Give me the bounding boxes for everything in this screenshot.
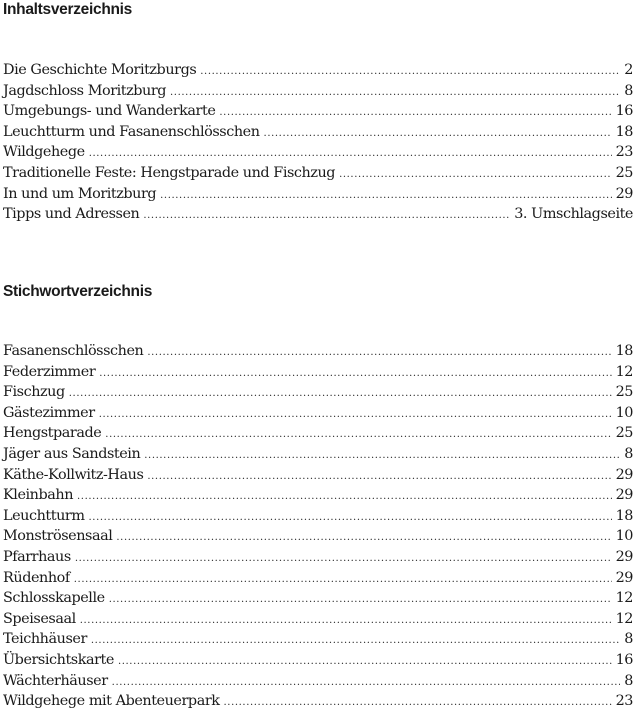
dot-leader bbox=[147, 471, 611, 482]
entry-label: Leuchtturm und Fasanenschlösschen bbox=[3, 123, 260, 140]
entry-page-number: 16 bbox=[615, 103, 633, 120]
index-title: Stichwortverzeichnis bbox=[3, 283, 153, 300]
list-item bbox=[3, 673, 633, 694]
dot-leader bbox=[219, 107, 611, 118]
entry-page-number: 3. Umschlagseite bbox=[514, 206, 633, 223]
dot-leader bbox=[80, 615, 612, 626]
dot-leader bbox=[143, 210, 510, 221]
list-item bbox=[3, 467, 633, 488]
entry-label: Federzimmer bbox=[3, 363, 96, 380]
list-item bbox=[3, 693, 633, 714]
entry-label: Speisesaal bbox=[3, 610, 76, 627]
list-item bbox=[3, 631, 633, 652]
dot-leader bbox=[170, 87, 620, 98]
dot-leader bbox=[74, 574, 612, 585]
dot-leader bbox=[77, 491, 612, 502]
dot-leader bbox=[99, 368, 611, 379]
entry-page-number: 16 bbox=[615, 651, 633, 668]
entry-page-number: 10 bbox=[615, 404, 633, 421]
dot-leader bbox=[144, 450, 620, 461]
dot-leader bbox=[200, 66, 620, 77]
dot-leader bbox=[69, 388, 612, 399]
entry-page-number: 29 bbox=[615, 569, 633, 586]
list-item bbox=[3, 144, 633, 165]
entry-page-number: 2 bbox=[624, 62, 633, 78]
entry-label: Teichhäuser bbox=[3, 631, 87, 648]
entry-label: Jäger aus Sandstein bbox=[3, 445, 141, 462]
entry-page-number: 29 bbox=[615, 466, 633, 483]
list-item bbox=[3, 528, 633, 549]
list-item bbox=[3, 590, 633, 611]
entry-label: Rüdenhof bbox=[3, 569, 70, 586]
entry-label: Hengstparade bbox=[3, 425, 102, 442]
entry-page-number: 25 bbox=[615, 425, 633, 442]
list-item bbox=[3, 364, 633, 385]
entry-page-number: 8 bbox=[624, 445, 633, 462]
entry-label: Übersichtskarte bbox=[3, 651, 114, 668]
dot-leader bbox=[99, 409, 612, 420]
entry-page-number: 29 bbox=[615, 487, 633, 504]
list-item bbox=[3, 206, 633, 227]
entry-label: Kleinbahn bbox=[3, 487, 74, 504]
entry-page-number: 23 bbox=[615, 144, 633, 161]
dot-leader bbox=[264, 128, 612, 139]
entry-label: Schlosskapelle bbox=[3, 590, 105, 607]
dot-leader bbox=[118, 656, 612, 667]
list-item bbox=[3, 508, 633, 529]
list-item bbox=[3, 103, 633, 124]
list-item bbox=[3, 165, 633, 186]
entry-page-number: 18 bbox=[615, 507, 633, 524]
list-item bbox=[3, 186, 633, 207]
list-item bbox=[3, 446, 633, 467]
list-item bbox=[3, 405, 633, 426]
entry-page-number: 12 bbox=[615, 590, 633, 607]
list-item bbox=[3, 611, 633, 632]
entry-page-number: 18 bbox=[615, 343, 633, 359]
entry-page-number: 29 bbox=[615, 548, 633, 565]
dot-leader bbox=[160, 190, 611, 201]
entry-label: Wildgehege bbox=[3, 144, 85, 161]
index-list bbox=[3, 343, 633, 714]
entry-page-number: 8 bbox=[624, 672, 633, 689]
dot-leader bbox=[105, 429, 611, 440]
entry-label: Käthe-Kollwitz-Haus bbox=[3, 466, 144, 483]
entry-label: Fasanenschlösschen bbox=[3, 343, 144, 359]
dot-leader bbox=[224, 697, 612, 708]
entry-label: Umgebungs- und Wanderkarte bbox=[3, 103, 216, 120]
list-item bbox=[3, 384, 633, 405]
dot-leader bbox=[116, 532, 611, 543]
toc-list bbox=[3, 62, 633, 227]
entry-label: In und um Moritzburg bbox=[3, 185, 157, 202]
entry-label: Gästezimmer bbox=[3, 404, 95, 421]
list-item bbox=[3, 83, 633, 104]
toc-title: Inhaltsverzeichnis bbox=[3, 1, 132, 18]
entry-label: Wildgehege mit Abenteuerpark bbox=[3, 693, 220, 710]
list-item bbox=[3, 124, 633, 145]
entry-page-number: 12 bbox=[615, 610, 633, 627]
dot-leader bbox=[89, 148, 612, 159]
entry-page-number: 8 bbox=[624, 82, 633, 99]
entry-page-number: 25 bbox=[615, 384, 633, 401]
entry-label: Leuchtturm bbox=[3, 507, 85, 524]
entry-label: Jagdschloss Moritzburg bbox=[3, 82, 167, 99]
entry-page-number: 10 bbox=[615, 528, 633, 545]
dot-leader bbox=[91, 635, 620, 646]
entry-page-number: 29 bbox=[615, 185, 633, 202]
entry-page-number: 18 bbox=[615, 123, 633, 140]
list-item bbox=[3, 425, 633, 446]
entry-label: Monströsensaal bbox=[3, 528, 113, 545]
dot-leader bbox=[89, 512, 612, 523]
list-item bbox=[3, 549, 633, 570]
entry-label: Tipps und Adressen bbox=[3, 206, 140, 223]
entry-label: Wächterhäuser bbox=[3, 672, 108, 689]
entry-label: Die Geschichte Moritzburgs bbox=[3, 62, 197, 78]
entry-page-number: 12 bbox=[615, 363, 633, 380]
entry-page-number: 23 bbox=[615, 693, 633, 710]
list-item bbox=[3, 62, 633, 83]
list-item bbox=[3, 487, 633, 508]
list-item bbox=[3, 343, 633, 364]
entry-label: Pfarrhaus bbox=[3, 548, 71, 565]
dot-leader bbox=[147, 347, 611, 358]
list-item bbox=[3, 652, 633, 673]
entry-label: Traditionelle Feste: Hengstparade und Fischzug bbox=[3, 164, 336, 181]
list-item bbox=[3, 570, 633, 591]
dot-leader bbox=[75, 553, 612, 564]
dot-leader bbox=[109, 594, 612, 605]
entry-page-number: 25 bbox=[615, 164, 633, 181]
dot-leader bbox=[339, 169, 612, 180]
dot-leader bbox=[112, 677, 621, 688]
entry-label: Fischzug bbox=[3, 384, 65, 401]
entry-page-number: 8 bbox=[624, 631, 633, 648]
